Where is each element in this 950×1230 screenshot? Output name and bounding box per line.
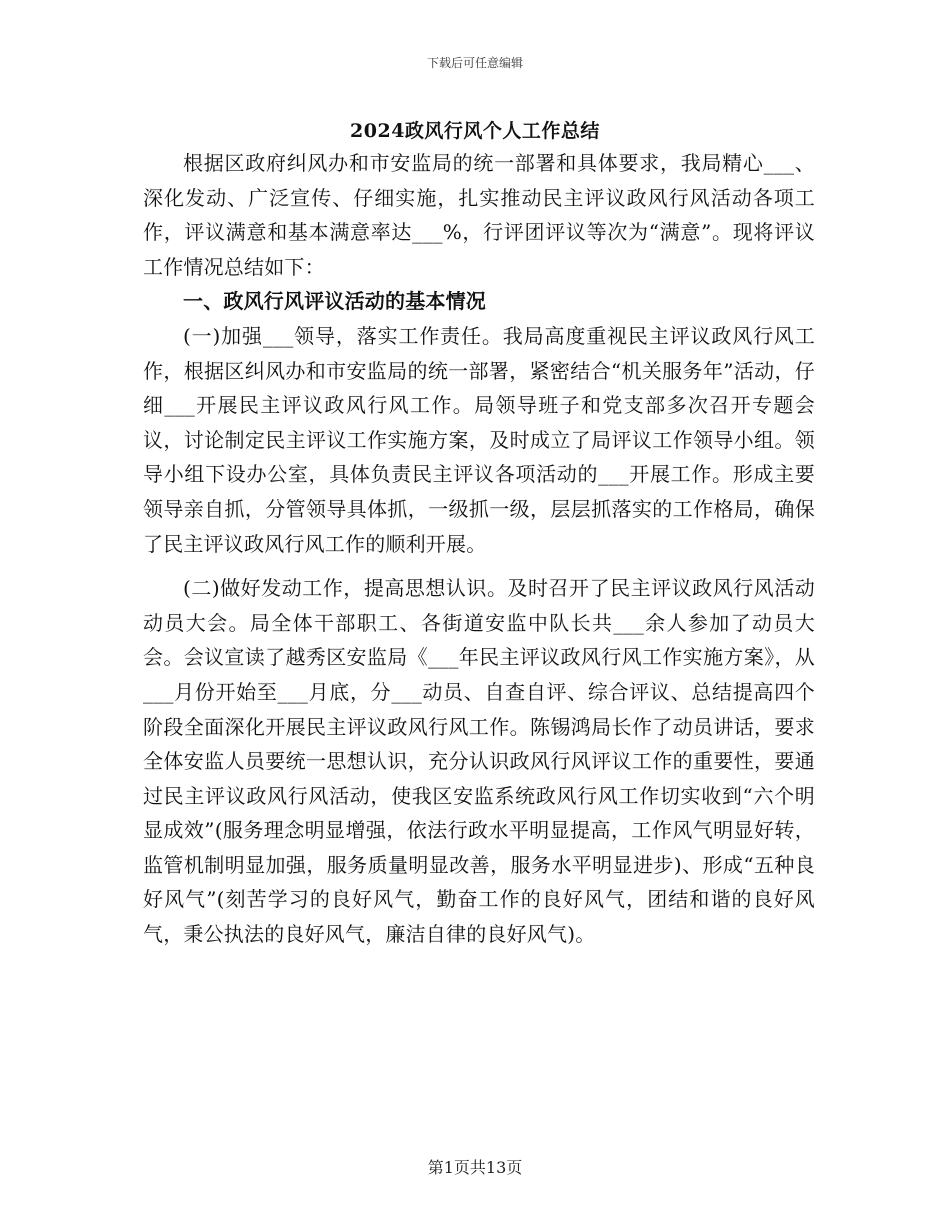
document-body bbox=[143, 146, 815, 952]
intro-paragraph: 根据区政府纠风办和市安监局的统一部署和具体要求，我局精心___、深化发动、广泛宣传、仔细实施，扎实推动民主评议政风行风活动各项工作，评议满意和基本满意率达___%，行评团评议等次为“满意”。现将评议工作情况总结如下： bbox=[143, 151, 815, 279]
page-header-note: 下载后可任意编辑 bbox=[426, 56, 523, 70]
paragraph-2: (二)做好发动工作，提高思想认识。及时召开了民主评议政风行风活动动员大会。局全体干部职工、各街道安监中队长共___余人参加了动员大会。会议宣读了越秀区安监局《___年民主评议政风行风工作实施方案》，从___月份开始至___月底，分___动员、自查自评、综合评议、总结提高四个阶段全面深化开展民主评议政风行风工作。陈锡鸿局长作了动员讲话，要求全体安监人员要统一思想认识，充分认识政风行风评议工作的重要性，要通过民主评议政风行风活动，使我区安监系统政风行风工作切实收到“六个明显成效”(服务理念明显增强，依法行政水平明显提高，工作风气明显好转，监管机制明显加强，服务质量明显改善，服务水平明显进步)、形成“五种良好风气”(刻苦学习的良好风气，勤奋工作的良好风气，团结和谐的良好风气，秉公执法的良好风气，廉洁自律的良好风气)。 bbox=[143, 576, 815, 947]
page-number: 第1页共13页 bbox=[427, 1158, 523, 1177]
section-heading-1: 一、政风行风评议活动的基本情况 bbox=[183, 289, 486, 314]
paragraph-1: (一)加强___领导，落实工作责任。我局高度重视民主评议政风行风工作，根据区纠风办和市安监局的统一部署，紧密结合“机关服务年”活动，仔细___开展民主评议政风行风工作。局领导班子和党支部多次召开专题会议，讨论制定民主评议工作实施方案，及时成立了局评议工作领导小组。领导小组下设办公室，具体负责民主评议各项活动的___开展工作。形成主要领导亲自抓，分管领导具体抓，一级抓一级，层层抓落实的工作格局，确保了民主评议政风行风工作的顺利开展。 bbox=[143, 323, 815, 556]
document-title: 2024政风行风个人工作总结 bbox=[350, 120, 600, 142]
